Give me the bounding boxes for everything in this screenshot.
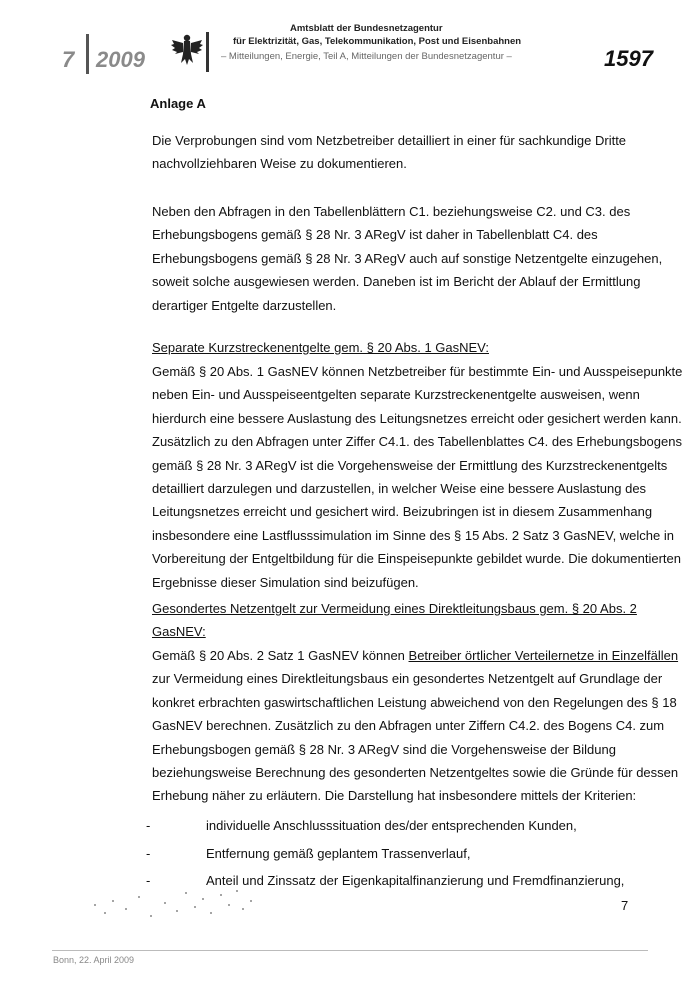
issue-number: 7 — [62, 47, 75, 72]
section-2-title — [152, 597, 637, 644]
journal-section: – Mitteilungen, Energie, Teil A, Mitteilungen der Bundesnetzagentur – — [221, 51, 512, 62]
issue-divider — [86, 34, 89, 74]
text-line: nachvollziehbaren Weise zu dokumentieren. — [152, 156, 407, 172]
text-line: gemäß § 28 Nr. 3 ARegV ist die Vorgehensweise der Ermittlung des Kurzstreckenentgelts — [152, 457, 668, 473]
text-line: insbesondere eine Lastflusssimulation im Sinne des § 15 Abs. 2 Satz 3 GasNEV, welche in — [152, 527, 674, 543]
bullet-marker: - — [146, 846, 151, 861]
text-line: beziehungsweise Berechnung des gesonderten Netzentgeltes sowie die Gründe für dessen — [152, 765, 679, 781]
text-line — [152, 644, 679, 667]
text-line: neben Ein- und Ausspeiseentgelten separate Kurzstreckenentgelte ausweisen, wenn — [152, 387, 640, 403]
section-1-title: Separate Kurzstreckenentgelte gem. § 20 Abs. 1 GasNEV: — [152, 340, 489, 355]
bullet-item: individuelle Anschlusssituation des/der entsprechenden Kunden, — [206, 818, 577, 833]
text-line: GasNEV berechnen. Zusätzlich zu den Abfragen unter Ziffern C4.2. des Bogens C4. zum — [152, 718, 665, 734]
text-line: konkret erbrachten gaswirtschaftlichen Leistung abweichend von den Regelungen des § 18 — [152, 694, 677, 710]
text-line: zur Vermeidung eines Direktleitungsbaus ein gesondertes Netzentgelt auf Grundlage der — [152, 671, 663, 687]
text-line: Erhebungsbogens gemäß § 28 Nr. 3 ARegV ist daher in Tabellenblatt C4. des — [152, 227, 598, 243]
emblem-divider — [206, 32, 209, 72]
document-page-number: 7 — [621, 898, 629, 913]
text-line: Neben den Abfragen in den Tabellenblättern C1. beziehungsweise C2. und C3. des — [152, 204, 631, 219]
journal-page-number: 1597 — [604, 46, 653, 71]
text-line: Ergebnisse dieser Simulation sind beizufügen. — [152, 574, 419, 590]
bullet-marker: - — [146, 873, 151, 888]
paragraph-2 — [152, 200, 663, 317]
footer-divider — [52, 950, 648, 951]
issue-year: 2009 — [96, 47, 145, 72]
section-2-body — [152, 644, 679, 808]
text-line: derartiger Entgelte darzustellen. — [152, 297, 337, 313]
journal-title: Amtsblatt der Bundesnetzagentur — [290, 23, 443, 34]
document-heading: Anlage A — [150, 96, 206, 111]
text-line: Erhebung näher zu erläutern. Die Darstellung hat insbesondere mittels der Kriterien: — [152, 788, 637, 804]
text-line: Vorbereitung der Entgeltbildung für die Einspeisepunkte gebildet wurde. Die dokumentierten — [152, 551, 682, 567]
section-2-title-line-2: GasNEV: — [152, 624, 206, 640]
scan-noise — [90, 882, 260, 922]
bullet-item: Anteil und Zinssatz der Eigenkapitalfinanzierung und Fremdfinanzierung, — [206, 873, 625, 888]
text-line: Gemäß § 20 Abs. 1 GasNEV können Netzbetreiber für bestimmte Ein- und Ausspeisepunkte — [152, 364, 683, 379]
text-line: Erhebungsbogen gemäß § 28 Nr. 3 ARegV sind die Vorgehensweise der Bildung — [152, 741, 616, 757]
paragraph-1 — [152, 129, 632, 176]
text-line: Erhebungsbogens gemäß § 28 Nr. 3 ARegV auch auf sonstige Netzentgelte einzugehen, — [152, 250, 663, 266]
bullet-item: Entfernung gemäß geplantem Trassenverlauf, — [206, 846, 471, 861]
text-fragment: Gemäß § 20 Abs. 2 Satz 1 GasNEV können — [152, 648, 409, 663]
footer-date: Bonn, 22. April 2009 — [53, 955, 135, 965]
bullet-marker: - — [146, 818, 151, 833]
text-line: Leitungsnetzes erreicht und gesichert wird. Beizubringen ist in diesem Zusammenhang — [152, 504, 653, 520]
section-2-title-line-1: Gesondertes Netzentgelt zur Vermeidung eines Direktleitungsbaus gem. § 20 Abs. 2 — [152, 601, 637, 616]
text-line: soweit solche ausgewiesen werden. Daneben ist im Bericht der Ablauf der Ermittlung — [152, 274, 641, 290]
underlined-phrase: Betreiber örtlicher Verteilernetze in Einzelfällen — [408, 648, 679, 663]
federal-eagle-icon — [170, 32, 204, 68]
text-line: Die Verprobungen sind vom Netzbetreiber detailliert in einer für sachkundige Dritte — [152, 133, 627, 148]
section-1-body — [152, 360, 683, 594]
journal-subtitle: für Elektrizität, Gas, Telekommunikation, Post und Eisenbahnen — [233, 36, 522, 47]
page-header — [0, 0, 700, 90]
text-line: detailliert darzulegen und darzustellen, in welcher Weise eine bessere Auslastung des — [152, 481, 647, 497]
text-line: hierdurch eine bessere Auslastung des Leitungsnetzes erreicht oder gesichert werden kann. — [152, 410, 682, 426]
text-line: Zusätzlich zu den Abfragen unter Ziffer C4.1. des Tabellenblattes C4. des Erhebungsbogens — [152, 434, 682, 450]
section-1 — [152, 336, 632, 359]
